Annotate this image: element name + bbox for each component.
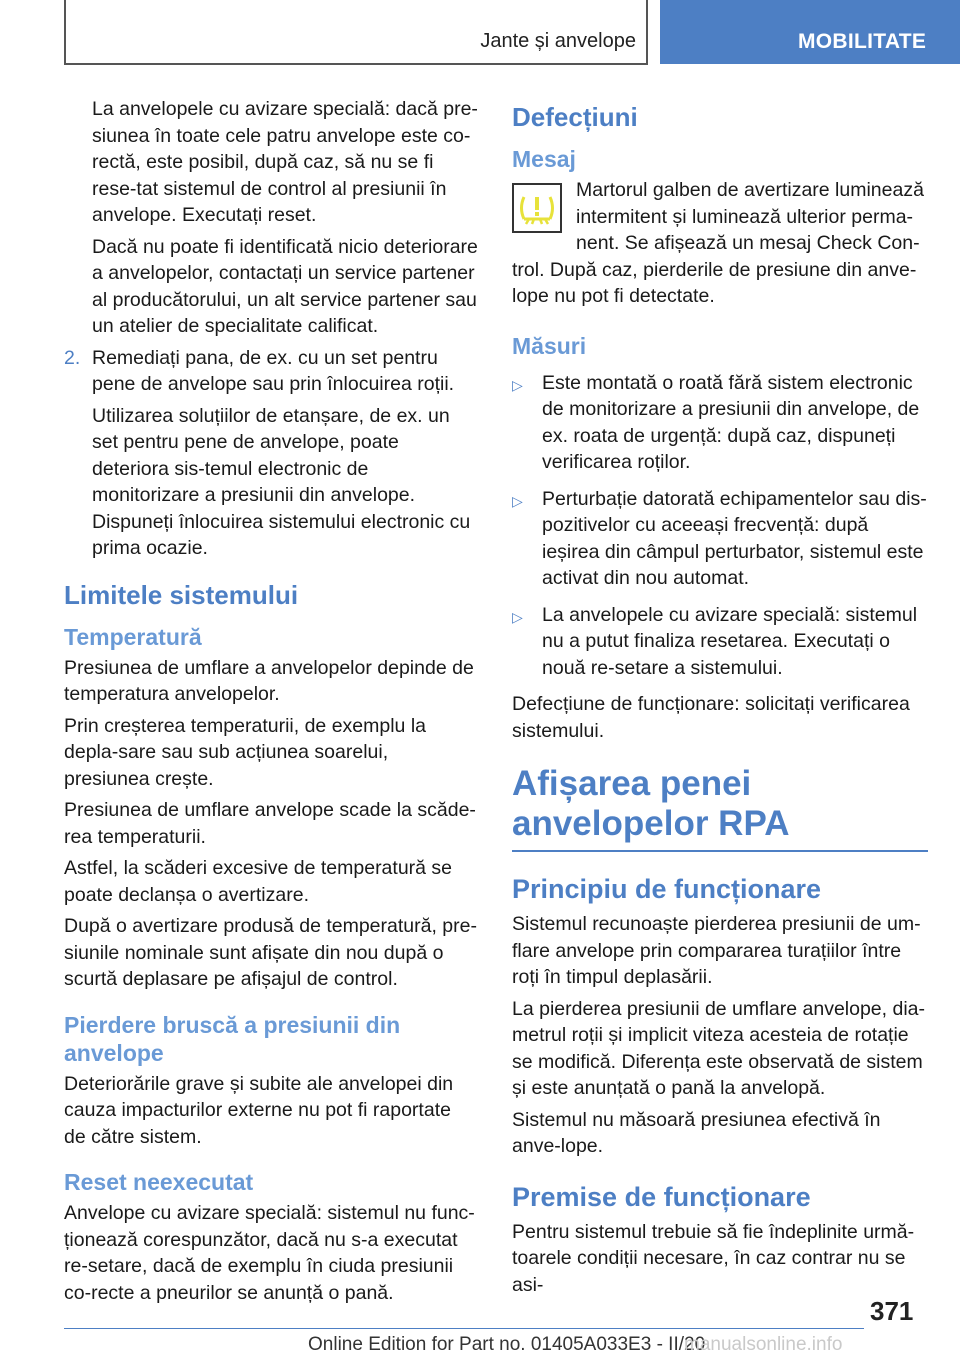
numbered-step [64, 345, 478, 398]
section-heading-limits: Limitele sistemului [64, 579, 299, 610]
paragraph: Sistemul nu măsoară presiunea efectivă în anve‐lope. [512, 1108, 881, 1157]
paragraph: Utilizarea soluțiilor de etanșare, de ex. un set pentru pene de anvelope, poate deteriora sis‐temul electronic de monitorizare a presiunii din anvelope. Dispuneți înlocuirea sistemului electronic cu prima ocazie. [92, 404, 471, 559]
subheading-principle: Principiu de funcționare [512, 874, 822, 904]
tire-pressure-warning-icon [512, 183, 562, 233]
list-item [512, 370, 928, 476]
left-column [64, 96, 478, 1311]
subheading-message: Mesaj [512, 146, 576, 172]
list-item-text: Perturbație datorată echipamentelor sau dis‐pozitivelor cu aceeași frecvență: după ieșirea din câmpul perturbator, sistemul este activat din nou automat. [542, 487, 927, 589]
footer-rule [64, 1328, 864, 1329]
list-item [512, 486, 928, 592]
paragraph: La anvelopele cu avizare specială: dacă pre‐siunea în toate cele patru anvelope este co‐rectă, este posibil, după caz, să nu se fi rese‐tat sistemul de control al presiunii în anvelope. Executați reset. [92, 98, 478, 226]
subheading-measures: Măsuri [512, 332, 587, 359]
section-heading-defects: Defecțiuni [512, 102, 638, 132]
paragraph: Prin creșterea temperaturii, de exemplu la depla‐sare sau sub acțiunea soarelui, presiunea crește. [64, 714, 426, 790]
footer-watermark[interactable]: manualsonline.info [684, 1334, 843, 1355]
triangle-bullet-icon: ▷ [512, 608, 523, 625]
right-column [512, 96, 928, 1303]
chapter-heading-rpa: Afișarea penei anvelopelor RPA [512, 764, 928, 852]
paragraph: Martorul galben de avertizare luminează intermitent și luminează ulterior perma‐nent. Se afișează un mesaj Check Con‐trol. După caz, pierderile de presiune din anve‐lope nu pot fi detectate. [512, 179, 924, 307]
list-item-text: Este montată o roată fără sistem electronic de monitorizare a presiunii din anvelope, de ex. roata de urgență: după caz, dispuneți verificarea roților. [542, 371, 920, 473]
subheading-premises: Premise de funcționare [512, 1181, 811, 1212]
footer-edition: Online Edition for Part no. 01405A033E3 - II/20 [308, 1334, 706, 1355]
paragraph: La pierderea presiunii de umflare anvelope, dia‐metrul roții și implicit viteza acesteia de rotație se modifică. Diferența este observată de sistem și este anunțată o pană la anvelopă. [512, 997, 926, 1099]
header-chapter-tab: MOBILITATE [660, 0, 960, 64]
paragraph: Presiunea de umflare anvelope scade la scăde‐rea temperaturii. [64, 799, 476, 848]
subheading-temperature: Temperatură [64, 623, 202, 650]
paragraph: Sistemul recunoaște pierderea presiunii de um‐flare anvelope prin compararea turațiilor între roți în timpul deplasării. [512, 913, 921, 988]
paragraph: Pentru sistemul trebuie să fie îndeplinite urmă‐toarele condiții necesare, în caz contrar nu se asi‐ [512, 1220, 915, 1296]
paragraph: Astfel, la scăderi excesive de temperatură se poate declanșa o avertizare. [64, 857, 453, 906]
paragraph: După o avertizare produsă de temperatură, pre‐siunile nominale sunt afișate din nou după o scurtă deplasare pe afișajul de control. [64, 915, 477, 990]
list-item [512, 602, 928, 682]
triangle-bullet-icon: ▷ [512, 492, 523, 509]
header-divider-bottom [64, 63, 648, 65]
header-divider-right [646, 0, 648, 64]
subheading-pressure-loss: Pierdere bruscă a presiunii din anvelope [64, 1011, 401, 1066]
paragraph: Deteriorările grave și subite ale anvelopei din cauza impacturilor externe nu pot fi raportate de către sistem. [64, 1072, 454, 1148]
header-section-title: Jante și anvelope [480, 30, 636, 52]
triangle-bullet-icon: ▷ [512, 376, 523, 393]
subheading-reset: Reset neexecutat [64, 1169, 254, 1195]
paragraph: Dacă nu poate fi identificată nicio deteriorare a anvelopelor, contactați un service partener al producătorului, un alt service partener sau un atelier de specialitate calificat. [92, 235, 478, 337]
paragraph: Presiunea de umflare a anvelopelor depinde de temperatura anvelopelor. [64, 656, 474, 705]
paragraph: Defecțiune de funcționare: solicitați verificarea sistemului. [512, 693, 910, 742]
paragraph: Anvelope cu avizare specială: sistemul nu func‐ționează corespunzător, dacă nu s-a executat re‐setare, dacă de exemplu în ciuda presiunii co‐recte a pneurilor se anunță o pană. [64, 1202, 475, 1304]
message-block [512, 177, 928, 310]
list-item-text: La anvelopele cu avizare specială: sistemul nu a putut finaliza resetarea. Executați o nouă re‐setare a sistemului. [542, 603, 918, 679]
page-number: 371 [870, 1296, 914, 1326]
step-number: 2. [64, 346, 81, 369]
step-text: Remediați pana, de ex. cu un set pentru pene de anvelope sau prin înlocuirea roții. [92, 346, 455, 395]
